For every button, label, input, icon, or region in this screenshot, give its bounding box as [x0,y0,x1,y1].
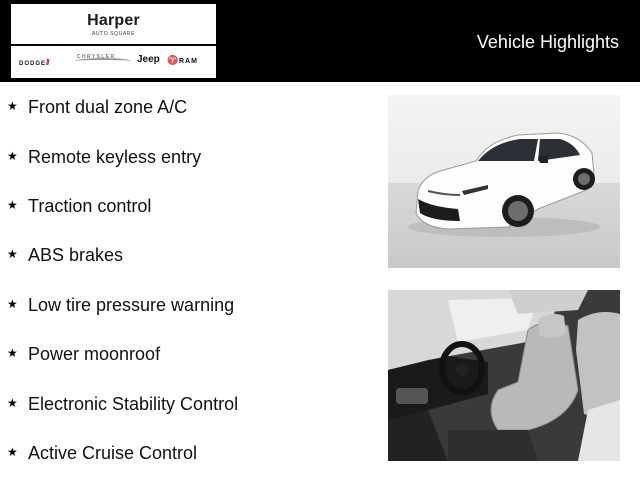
dealer-subtitle: AUTO SQUARE [92,31,135,37]
dealer-logo [11,4,216,44]
feature-label: Active Cruise Control [28,443,198,463]
feature-label: Power moonroof [28,344,161,364]
star-icon: ★ [7,149,18,163]
dodge-logo-text: DODGE [19,61,47,67]
star-icon: ★ [7,396,18,410]
star-icon: ★ [7,297,18,311]
chrysler-wing-icon [75,58,131,64]
star-icon: ★ [7,346,18,360]
page-title: Vehicle Highlights [476,32,619,52]
feature-label: Front dual zone A/C [28,97,188,117]
exterior-photo [388,95,620,268]
feature-label: Remote keyless entry [28,147,202,167]
interior-photo [388,290,620,461]
feature-label: Low tire pressure warning [28,295,235,315]
ram-logo: RAM [179,58,198,65]
jeep-logo: Jeep [137,54,160,65]
feature-label: Traction control [28,196,152,216]
star-icon: ★ [7,198,18,212]
feature-label: Electronic Stability Control [28,394,239,414]
dodge-logo [19,57,48,70]
chrysler-logo: CHRYSLER [77,54,116,60]
header-bar [0,0,640,82]
brand-logos [11,46,216,78]
feature-label: ABS brakes [28,245,124,265]
ram-head-icon: ♈ [167,55,179,65]
star-icon: ★ [7,99,18,113]
dodge-stripes-icon: // [46,58,49,67]
dealer-name: Harper [87,12,140,29]
star-icon: ★ [7,445,18,459]
star-icon: ★ [7,247,18,261]
